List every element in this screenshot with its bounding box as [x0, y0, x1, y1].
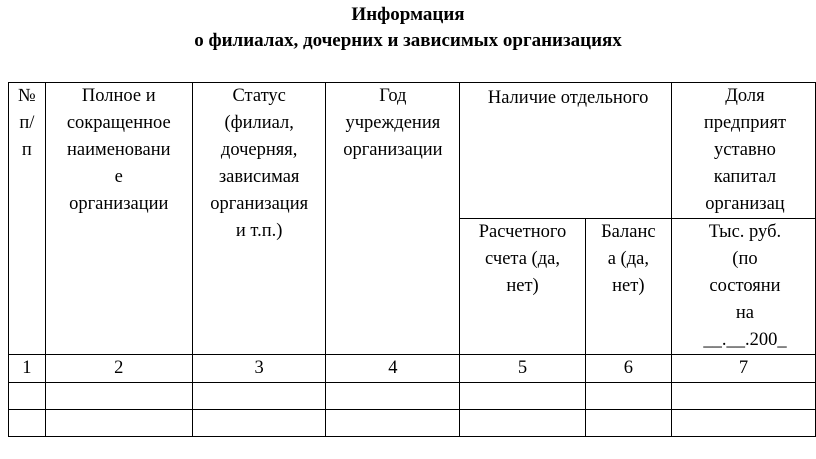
column-number: 7 — [671, 355, 815, 383]
column-number: 6 — [585, 355, 671, 383]
header-balance: Баланс а (да, нет) — [585, 219, 671, 355]
table-cell[interactable] — [192, 383, 326, 410]
table-cell[interactable] — [585, 383, 671, 410]
table-cell[interactable] — [326, 410, 460, 437]
document-title: Информация — [351, 4, 465, 25]
table-cell[interactable] — [9, 410, 46, 437]
table-row — [9, 410, 816, 437]
table-cell[interactable] — [585, 410, 671, 437]
table-cell[interactable] — [671, 383, 815, 410]
header-number: № п/ п — [9, 83, 46, 355]
table-cell[interactable] — [460, 410, 585, 437]
header-org-name: Полное и сокращенное наименовани е организации — [45, 83, 192, 355]
table-cell[interactable] — [192, 410, 326, 437]
table-cell[interactable] — [45, 383, 192, 410]
table-cell[interactable] — [460, 383, 585, 410]
table-row — [9, 383, 816, 410]
column-number: 4 — [326, 355, 460, 383]
header-share: Доля предприят уставно капитал организац — [671, 83, 815, 219]
table-cell[interactable] — [45, 410, 192, 437]
table-cell[interactable] — [671, 410, 815, 437]
header-thousand-rubles: Тыс. руб. (по состояни на __.__.200_ — [671, 219, 815, 355]
column-number: 1 — [9, 355, 46, 383]
table-cell[interactable] — [9, 383, 46, 410]
header-availability: Наличие отдельного — [460, 83, 672, 219]
column-number: 5 — [460, 355, 585, 383]
header-settlement-account: Расчетного счета (да, нет) — [460, 219, 585, 355]
table-cell[interactable] — [326, 383, 460, 410]
document-subtitle: о филиалах, дочерних и зависимых организациях — [194, 30, 622, 51]
header-status: Статус (филиал, дочерняя, зависимая организация и т.п.) — [192, 83, 326, 355]
column-number: 2 — [45, 355, 192, 383]
column-numbers-row — [9, 355, 816, 383]
header-row-1 — [9, 83, 816, 219]
column-number: 3 — [192, 355, 326, 383]
branches-table — [8, 82, 816, 437]
header-founding-year: Год учреждения организации — [326, 83, 460, 355]
